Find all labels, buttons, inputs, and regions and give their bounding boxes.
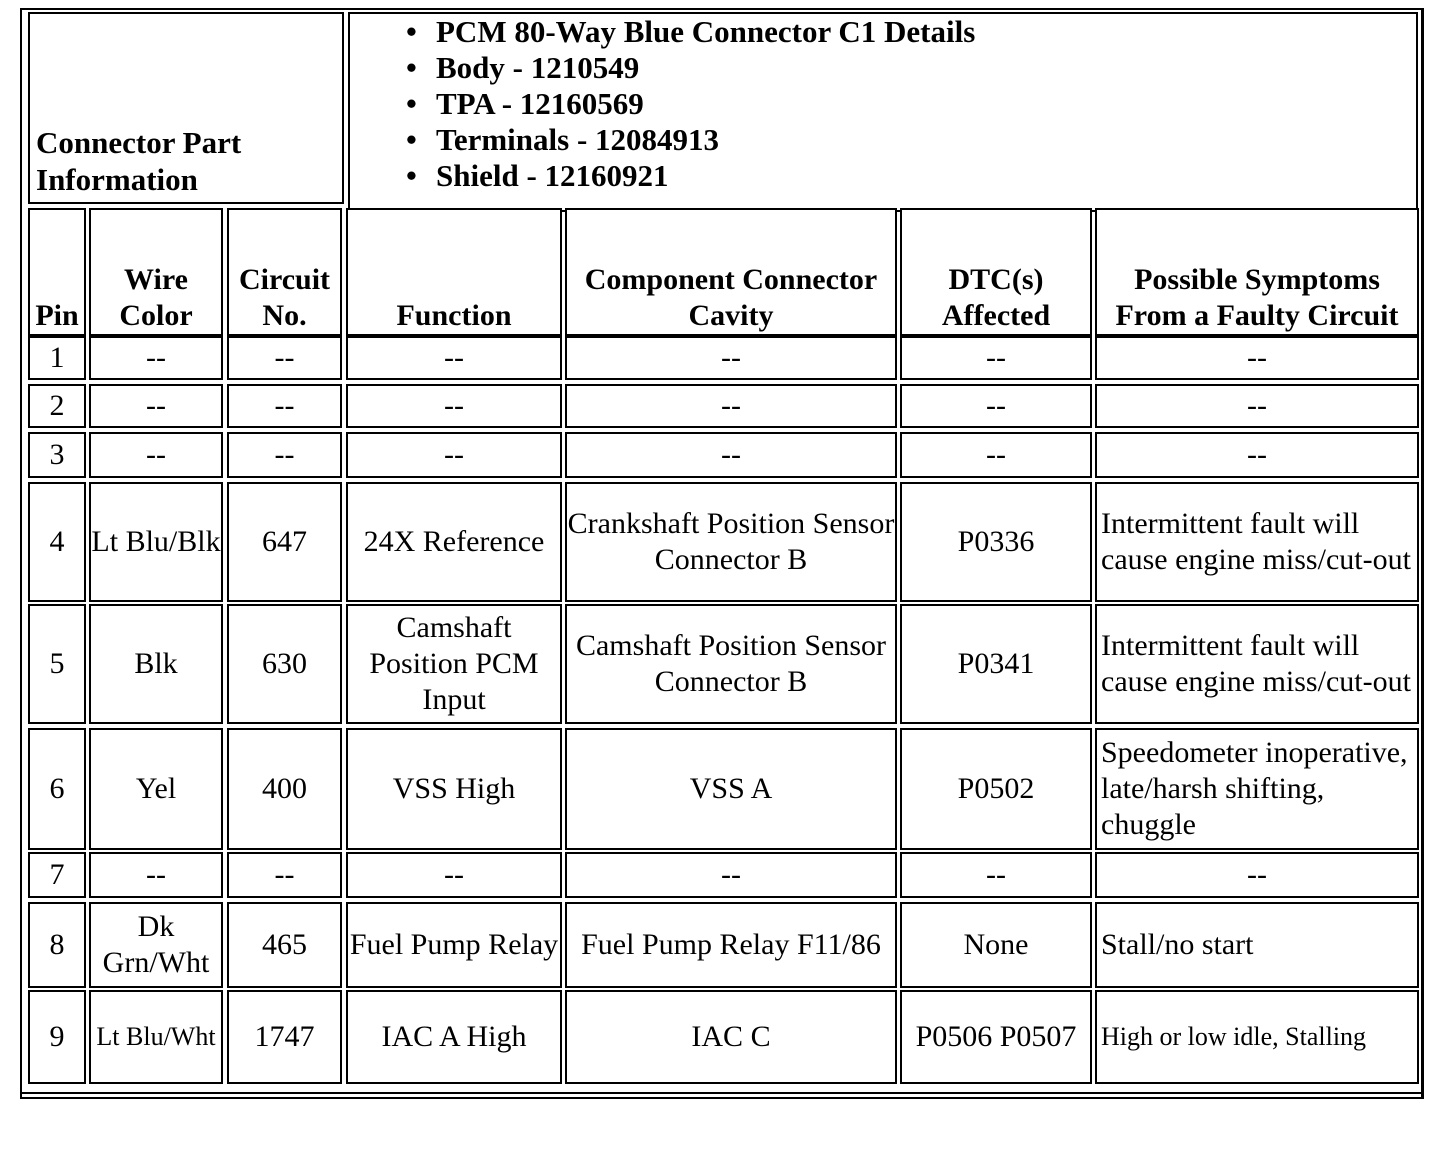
table-cell-component-cavity: --: [565, 384, 897, 428]
table-cell-pin: 7: [28, 852, 86, 898]
table-cell-component-cavity: Camshaft Position Sensor Connector B: [565, 604, 897, 724]
table-cell-function: --: [346, 852, 562, 898]
table-cell-circuit-no: --: [227, 336, 342, 380]
connector-details-list: [350, 14, 1416, 194]
table-cell-dtc-affected: None: [900, 902, 1092, 988]
table-cell-pin: 5: [28, 604, 86, 724]
table-cell-wire-color: --: [89, 852, 223, 898]
table-cell-symptoms: --: [1095, 852, 1419, 898]
table-cell-component-cavity: --: [565, 852, 897, 898]
table-cell-dtc-affected: --: [900, 336, 1092, 380]
bottom-rule: [20, 1092, 1424, 1094]
table-cell-wire-color: Dk Grn/Wht: [89, 902, 223, 988]
header-wire-color: Wire Color: [89, 208, 223, 336]
table-cell-wire-color: Lt Blu/Wht: [89, 990, 223, 1084]
table-cell-dtc-affected: --: [900, 384, 1092, 428]
table-cell-circuit-no: --: [227, 384, 342, 428]
table-cell-circuit-no: 400: [227, 728, 342, 850]
table-cell-component-cavity: --: [565, 336, 897, 380]
table-cell-dtc-affected: --: [900, 432, 1092, 478]
table-cell-dtc-affected: P0502: [900, 728, 1092, 850]
table-cell-component-cavity: --: [565, 432, 897, 478]
table-cell-circuit-no: 1747: [227, 990, 342, 1084]
table-cell-pin: 6: [28, 728, 86, 850]
table-cell-dtc-affected: P0341: [900, 604, 1092, 724]
table-cell-pin: 2: [28, 384, 86, 428]
table-cell-function: --: [346, 384, 562, 428]
header-dtc-affected: DTC(s) Affected: [900, 208, 1092, 336]
table-cell-function: Fuel Pump Relay: [346, 902, 562, 988]
table-cell-component-cavity: Crankshaft Position Sensor Connector B: [565, 482, 897, 602]
connector-details: [348, 12, 1418, 212]
table-cell-symptoms: Intermittent fault will cause engine miss/cut-out: [1095, 604, 1419, 724]
table-cell-wire-color: Lt Blu/Blk: [89, 482, 223, 602]
table-cell-dtc-affected: P0336: [900, 482, 1092, 602]
table-cell-symptoms: --: [1095, 336, 1419, 380]
header-function: Function: [346, 208, 562, 336]
table-cell-symptoms: Stall/no start: [1095, 902, 1419, 988]
table-cell-function: --: [346, 432, 562, 478]
table-cell-circuit-no: --: [227, 852, 342, 898]
table-cell-circuit-no: 465: [227, 902, 342, 988]
table-cell-symptoms: High or low idle, Stalling: [1095, 990, 1419, 1084]
table-cell-component-cavity: VSS A: [565, 728, 897, 850]
detail-item: • TPA - 12160569: [436, 86, 1416, 122]
table-cell-function: IAC A High: [346, 990, 562, 1084]
table-cell-dtc-affected: P0506 P0507: [900, 990, 1092, 1084]
header-circuit-no: Circuit No.: [227, 208, 342, 336]
table-cell-symptoms: Speedometer inoperative, late/harsh shifting, chuggle: [1095, 728, 1419, 850]
table-cell-wire-color: --: [89, 432, 223, 478]
table-cell-function: Camshaft Position PCM Input: [346, 604, 562, 724]
table-cell-pin: 3: [28, 432, 86, 478]
header-component-cavity: Component Connector Cavity: [565, 208, 897, 336]
table-cell-component-cavity: Fuel Pump Relay F11/86: [565, 902, 897, 988]
table-cell-wire-color: Blk: [89, 604, 223, 724]
table-cell-function: --: [346, 336, 562, 380]
table-cell-pin: 8: [28, 902, 86, 988]
header-symptoms: Possible Symptoms From a Faulty Circuit: [1095, 208, 1419, 336]
table-cell-dtc-affected: --: [900, 852, 1092, 898]
table-cell-symptoms: --: [1095, 432, 1419, 478]
table-cell-function: 24X Reference: [346, 482, 562, 602]
table-cell-symptoms: --: [1095, 384, 1419, 428]
table-cell-symptoms: Intermittent fault will cause engine miss/cut-out: [1095, 482, 1419, 602]
table-cell-wire-color: Yel: [89, 728, 223, 850]
table-cell-pin: 9: [28, 990, 86, 1084]
table-cell-function: VSS High: [346, 728, 562, 850]
table-cell-pin: 4: [28, 482, 86, 602]
table-cell-wire-color: --: [89, 384, 223, 428]
table-cell-pin: 1: [28, 336, 86, 380]
detail-item: • Terminals - 12084913: [436, 122, 1416, 158]
table-cell-circuit-no: 647: [227, 482, 342, 602]
table-cell-circuit-no: --: [227, 432, 342, 478]
table-cell-wire-color: --: [89, 336, 223, 380]
bottom-rule-2: [20, 1097, 1424, 1099]
detail-item: • PCM 80-Way Blue Connector C1 Details: [436, 14, 1416, 50]
header-pin: Pin: [28, 208, 86, 336]
table-cell-circuit-no: 630: [227, 604, 342, 724]
table-cell-component-cavity: IAC C: [565, 990, 897, 1084]
detail-item: • Shield - 12160921: [436, 158, 1416, 194]
connector-part-info-label: Connector Part Information: [28, 12, 344, 204]
detail-item: • Body - 1210549: [436, 50, 1416, 86]
